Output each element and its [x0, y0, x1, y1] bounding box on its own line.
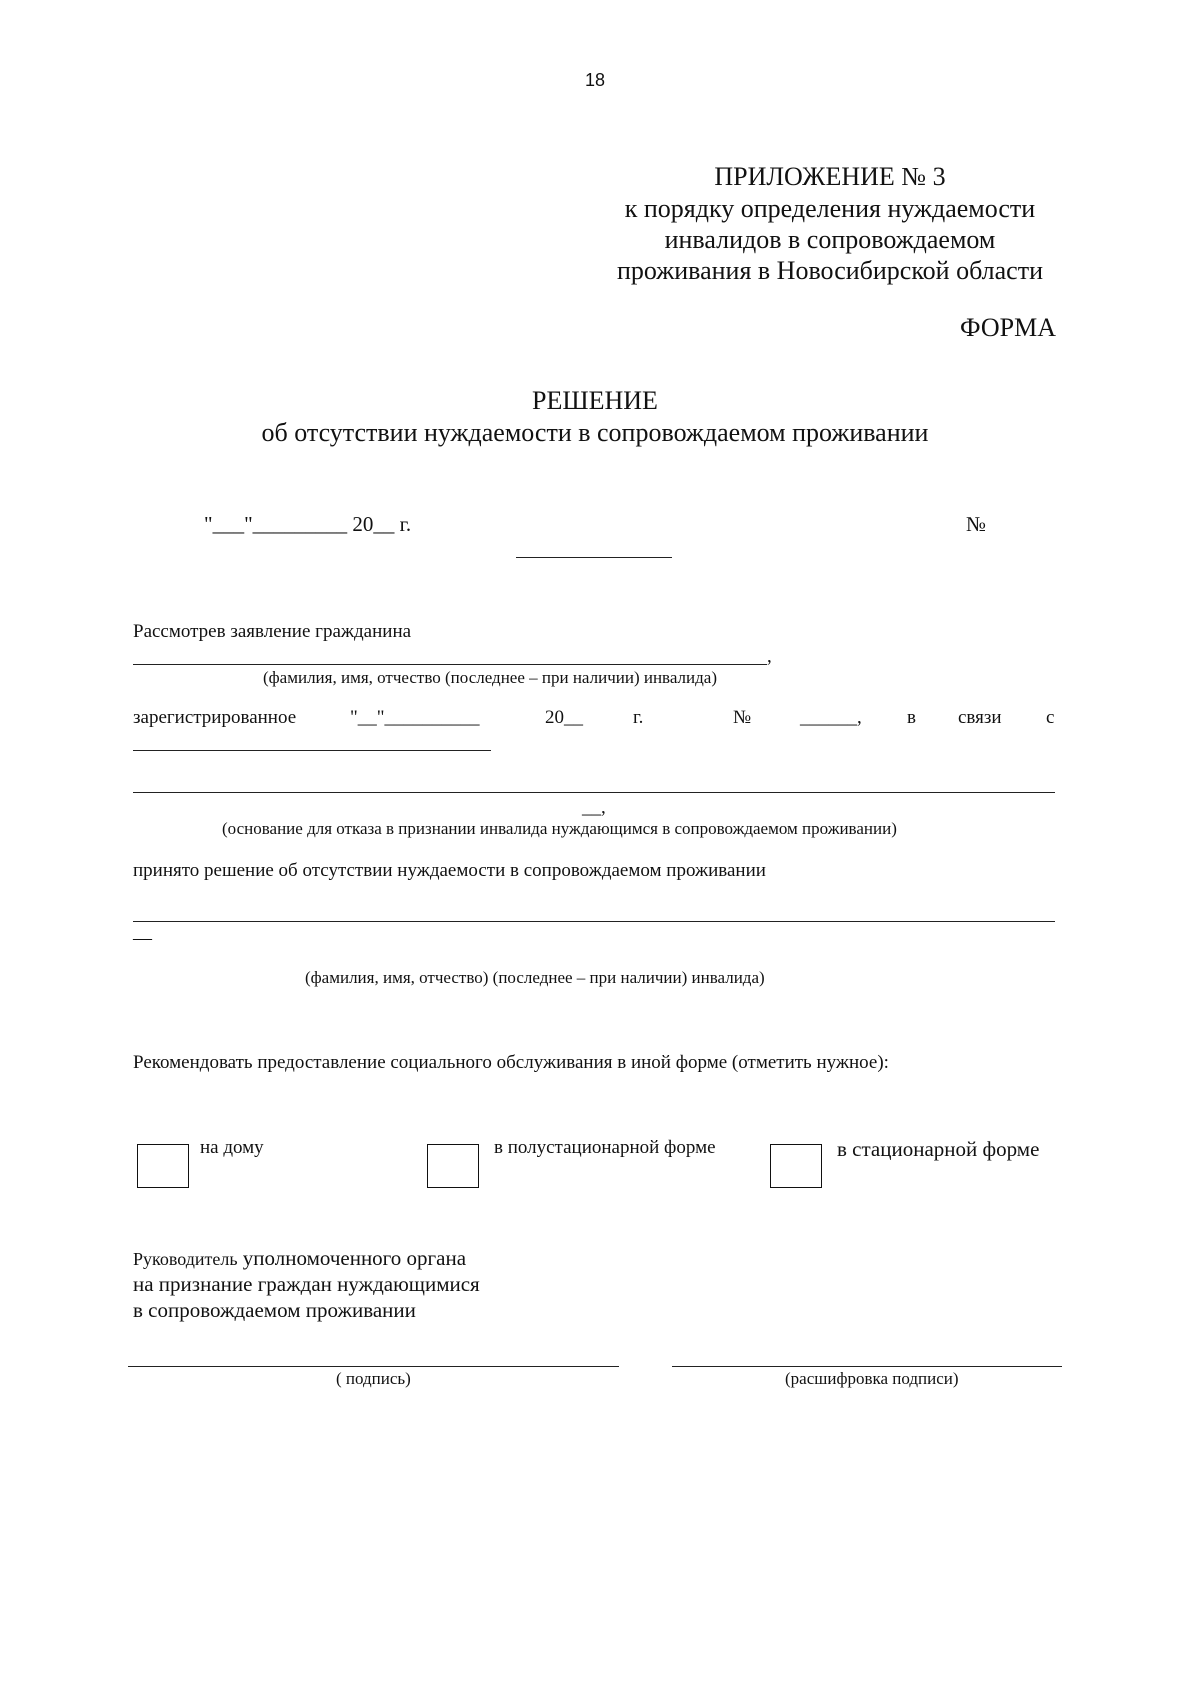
basis-line-1: [133, 750, 491, 751]
appendix-line-1: к порядку определения нуждаемости: [624, 194, 1036, 223]
option-semi-stationary-label: в полустационарной форме: [494, 1137, 716, 1158]
registered-date: "__"__________: [350, 707, 480, 728]
checkbox-stationary[interactable]: [770, 1144, 822, 1188]
basis-line-2: [133, 792, 1055, 793]
option-home-label: на дому: [200, 1137, 264, 1158]
fio-line-1: [133, 664, 767, 665]
fio-dash-tail: —: [133, 928, 152, 949]
considered-text: Рассмотрев заявление гражданина: [133, 621, 412, 642]
caption-decoding: (расшифровка подписи): [785, 1369, 959, 1388]
registered-num-blank: ______,: [800, 707, 862, 728]
page-number: 18: [585, 70, 606, 90]
registered-num-sign: №: [733, 707, 752, 728]
registered-s: с: [1046, 707, 1055, 728]
fio-comma: ,: [767, 646, 772, 667]
decoding-line: [672, 1366, 1062, 1367]
registered-year: 20__: [545, 707, 583, 728]
registered-g: г.: [633, 707, 644, 728]
caption-signature: ( подпись): [336, 1369, 411, 1388]
fio-line-2: [133, 921, 1055, 922]
decision-taken-text: принято решение об отсутствии нуждаемости в сопровождаемом проживании: [133, 860, 766, 881]
caption-fio-1: (фамилия, имя, отчество (последнее – при наличии) инвалида): [263, 668, 717, 687]
basis-tail: __,: [582, 797, 606, 818]
appendix-line-2: инвалидов в сопровождаемом: [664, 225, 996, 254]
registered-word: зарегистрированное: [133, 707, 297, 728]
head-word: Руководитель: [133, 1249, 238, 1269]
appendix-title: ПРИЛОЖЕНИЕ № 3: [714, 162, 946, 191]
date-line: "___"_________ 20__ г.: [204, 512, 412, 536]
registered-v: в: [907, 707, 916, 728]
head-line-1-rest: уполномоченного органа: [237, 1246, 467, 1270]
number-sign: №: [966, 512, 987, 536]
caption-fio-2: (фамилия, имя, отчество) (последнее – при наличии) инвалида): [305, 968, 765, 987]
number-underline: [516, 557, 672, 558]
caption-basis: (основание для отказа в признании инвалида нуждающимся в сопровождаемом проживании): [222, 819, 897, 838]
option-stationary-label: в стационарной форме: [837, 1137, 1040, 1161]
checkbox-home[interactable]: [137, 1144, 189, 1188]
head-line-3: в сопровождаемом проживании: [133, 1298, 416, 1322]
decision-subtitle: об отсутствии нуждаемости в сопровождаемом проживании: [261, 418, 929, 447]
checkbox-semi-stationary[interactable]: [427, 1144, 479, 1188]
appendix-line-3: проживания в Новосибирской области: [617, 256, 1043, 285]
head-line-1: [133, 1246, 466, 1271]
head-line-2: на признание граждан нуждающимися: [133, 1272, 480, 1296]
form-label: ФОРМА: [960, 313, 1056, 342]
registered-svyazi: связи: [958, 707, 1002, 728]
decision-title: РЕШЕНИЕ: [532, 386, 658, 415]
signature-line: [128, 1366, 619, 1367]
recommend-text: Рекомендовать предоставление социального обслуживания в иной форме (отметить нужное):: [133, 1052, 889, 1073]
